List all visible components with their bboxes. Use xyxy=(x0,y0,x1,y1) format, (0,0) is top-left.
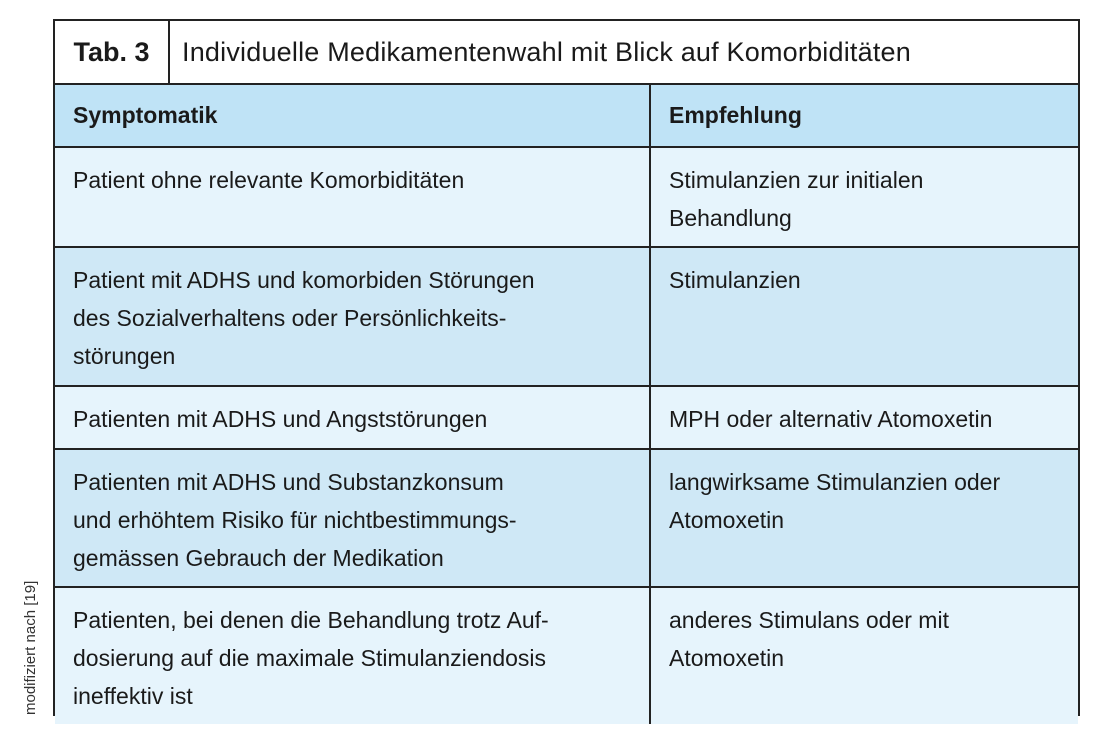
cell-symptomatik: Patienten, bei denen die Behandlung trotz Auf- dosierung auf die maximale Stimulanziendosis ineffektiv ist xyxy=(55,588,651,724)
cell-empfehlung: langwirksame Stimulanzien oder Atomoxetin xyxy=(669,469,1001,533)
source-note: modifiziert nach [19] xyxy=(22,580,39,715)
table-row xyxy=(55,387,1078,450)
cell-empfehlung: Stimulanzien zur initialen Behandlung xyxy=(669,167,924,231)
table-row xyxy=(55,450,1078,588)
cell-symptomatik: Patienten mit ADHS und Angststörungen xyxy=(55,387,651,448)
cell-empfehlung: Stimulanzien xyxy=(669,267,801,293)
header-symptomatik: Symptomatik xyxy=(55,85,651,146)
table-title: Individuelle Medikamentenwahl mit Blick auf Komorbiditäten xyxy=(182,36,911,67)
cell-symptomatik: Patient mit ADHS und komorbiden Störungen des Sozialverhaltens oder Persönlichkeits- störungen xyxy=(55,248,651,385)
cell-empfehlung: MPH oder alternativ Atomoxetin xyxy=(669,406,993,432)
cell-symptomatik: Patient ohne relevante Komorbiditäten xyxy=(55,148,651,246)
table-title-row xyxy=(55,21,1078,85)
table-row xyxy=(55,148,1078,248)
table-header-row xyxy=(55,85,1078,148)
medication-table xyxy=(53,19,1080,716)
header-empfehlung: Empfehlung xyxy=(669,102,802,128)
table-row xyxy=(55,248,1078,387)
table-row xyxy=(55,588,1078,724)
table-number: Tab. 3 xyxy=(55,21,170,83)
cell-symptomatik: Patienten mit ADHS und Substanzkonsum und erhöhtem Risiko für nichtbestimmungs- gemässen Gebrauch der Medikation xyxy=(55,450,651,586)
cell-empfehlung: anderes Stimulans oder mit Atomoxetin xyxy=(669,607,949,671)
